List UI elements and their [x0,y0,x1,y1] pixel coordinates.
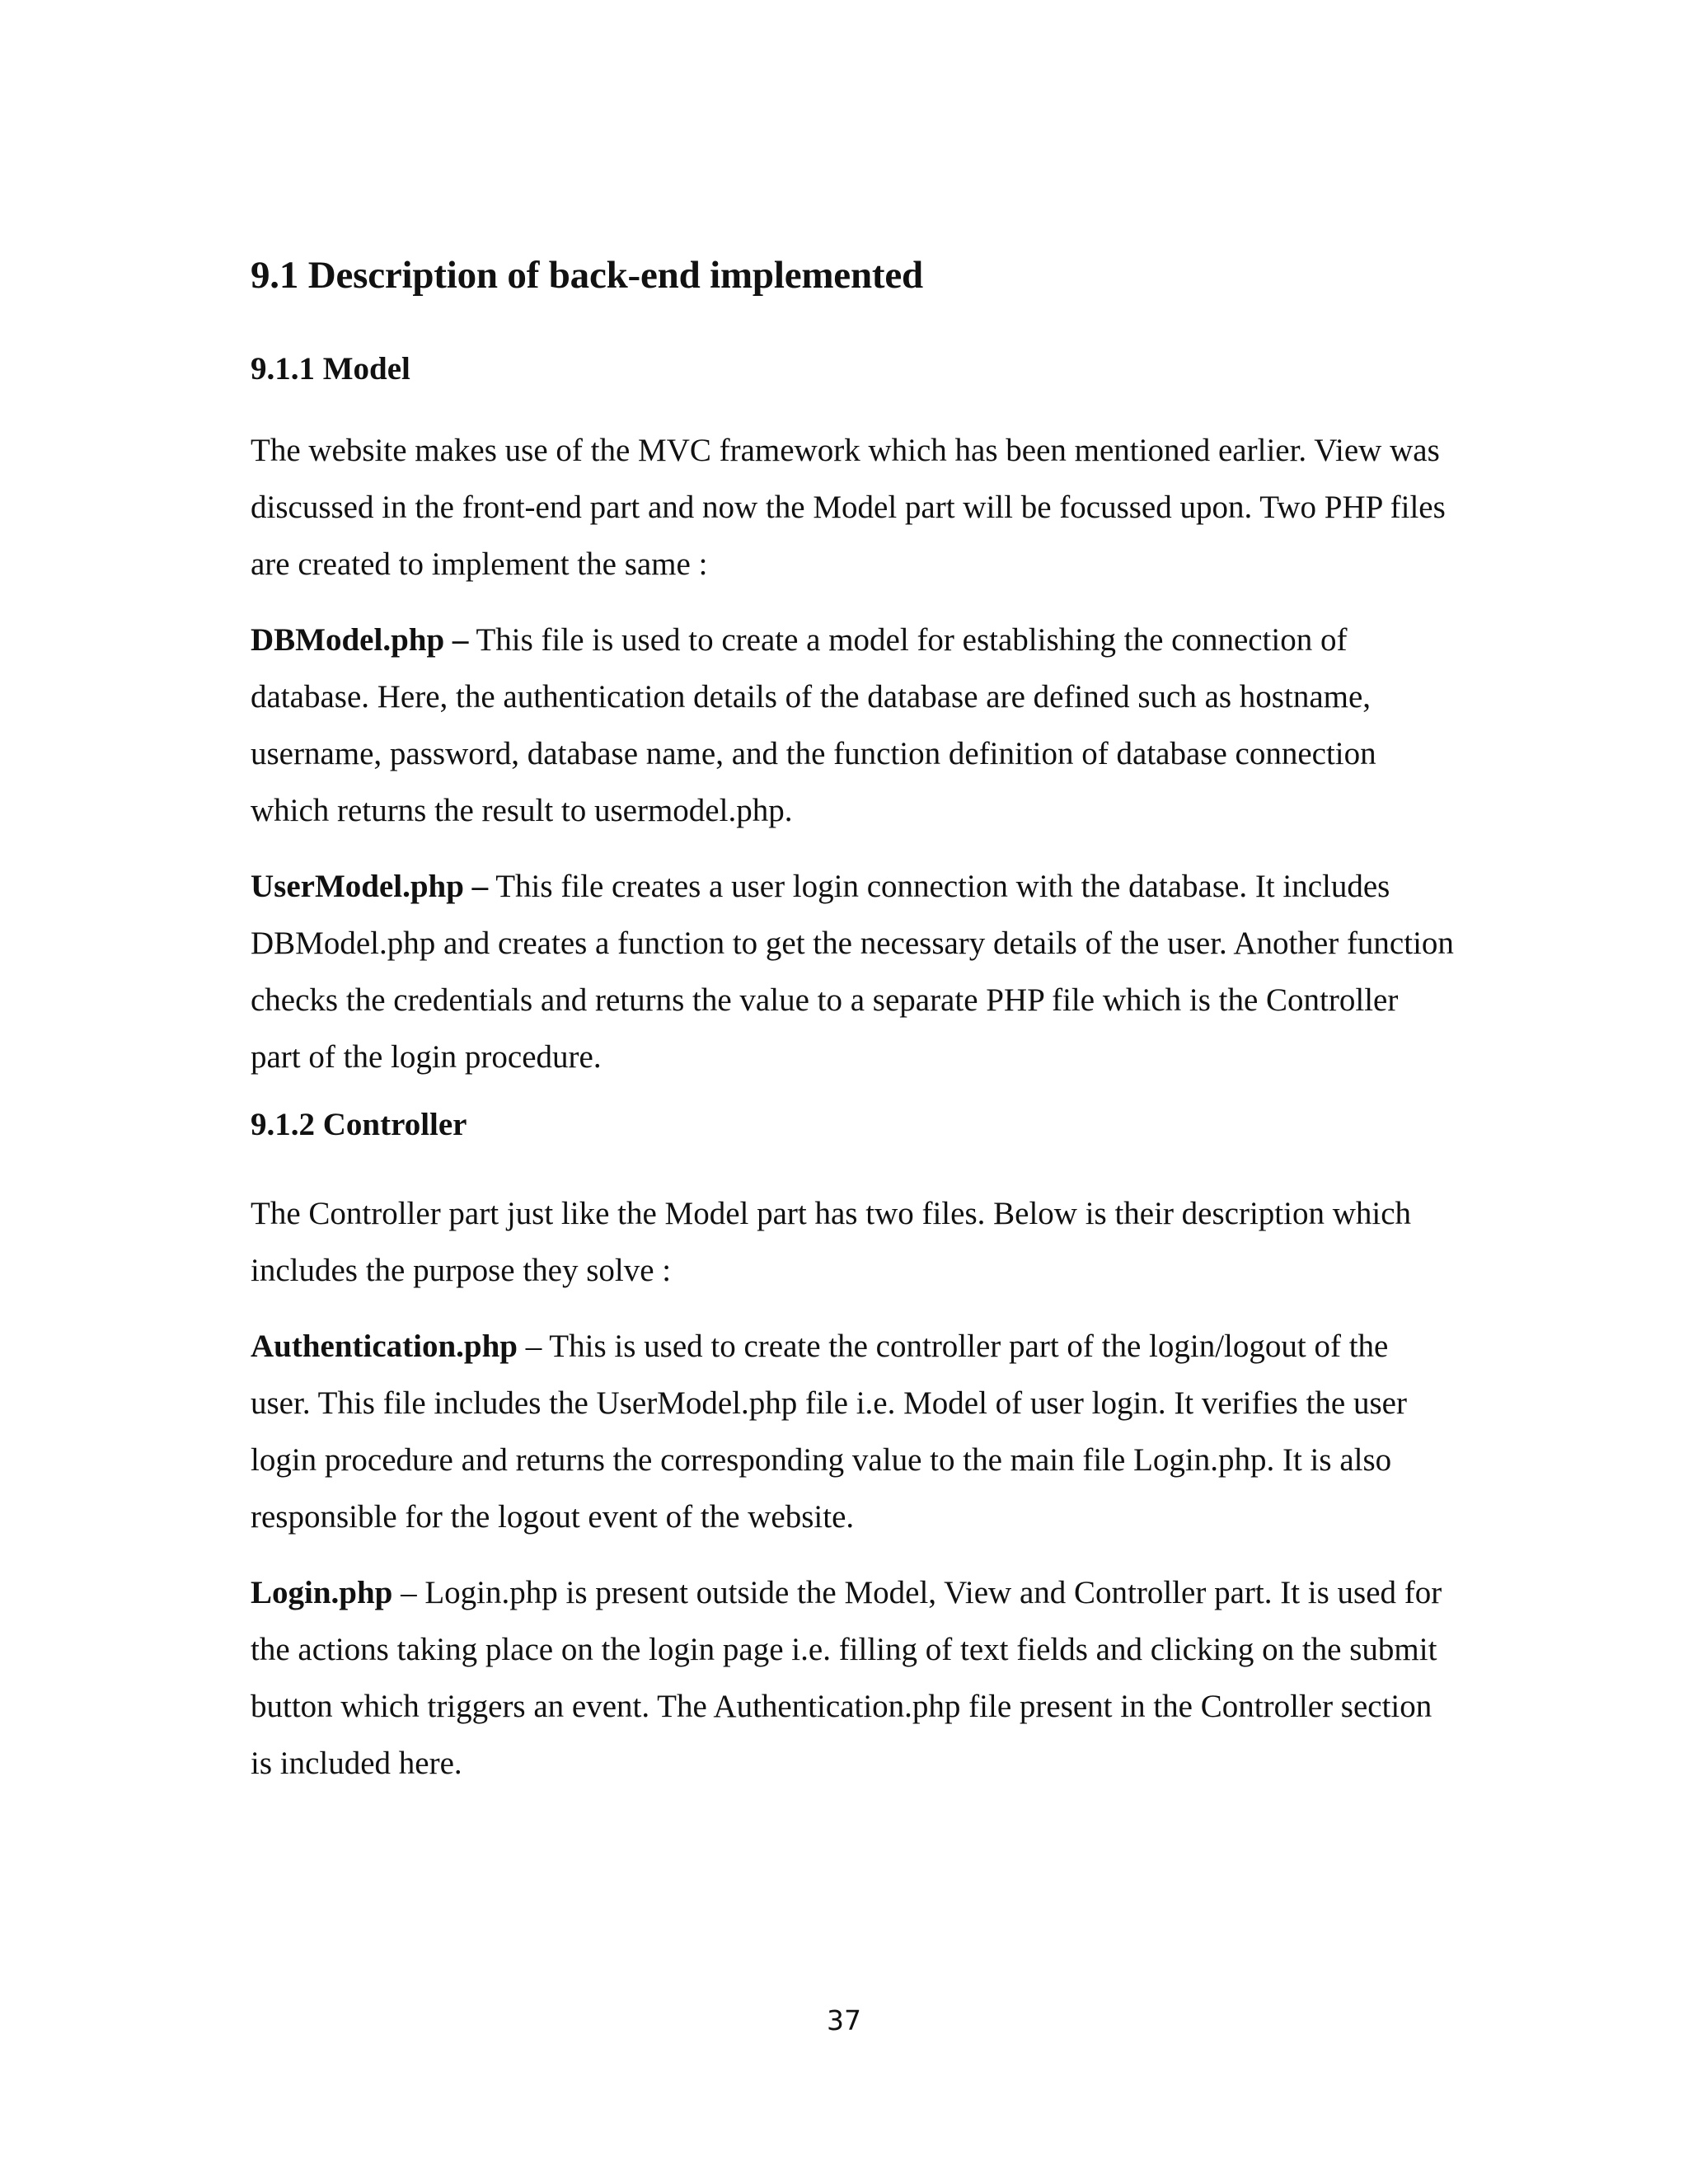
login-paragraph [251,1564,1454,1792]
authentication-description: – This is used to create the controller part of the login/logout of the user. This file includes the UserModel.php file i.e. Model of user login. It verifies the user login procedure and returns the corresponding value to the main file Login.php. It is also responsible for the logout event of the website. [251,1329,1407,1535]
page-number: 37 [827,2004,861,2036]
authentication-paragraph [251,1318,1454,1545]
login-term: Login.php [251,1575,393,1610]
section-heading: 9.1 Description of back-end implemented [251,254,923,297]
usermodel-term: UserModel.php – [251,869,489,904]
usermodel-paragraph [251,858,1454,1085]
controller-subheading: 9.1.2 Controller [251,1107,467,1142]
dbmodel-description: This file is used to create a model for establishing the connection of database. Here, the authentication details of the database are defined such as hostname, username, password, database name, and the function definition of database connection which returns the result to usermodel.php. [251,622,1376,828]
usermodel-description: This file creates a user login connection with the database. It includes DBModel.php and creates a function to get the necessary details of the user. Another function checks the credentials and returns the value to a separate PHP file which is the Controller part of the login procedure. [251,869,1454,1075]
login-description: – Login.php is present outside the Model, View and Controller part. It is used for the actions taking place on the login page i.e. filling of text fields and clicking on the submit button which triggers an event. The Authentication.php file present in the Controller section is included here. [251,1575,1442,1781]
page-content [251,247,1454,1792]
model-subheading: 9.1.1 Model [251,351,410,387]
controller-intro-paragraph: The Controller part just like the Model part has two files. Below is their description which includes the purpose they solve : [251,1196,1412,1288]
dbmodel-term: DBModel.php – [251,622,469,658]
authentication-term: Authentication.php [251,1329,518,1364]
dbmodel-paragraph [251,612,1454,839]
model-intro-paragraph: The website makes use of the MVC framework which has been mentioned earlier. View was discussed in the front-end part and now the Model part will be focussed upon. Two PHP files are created to implement the same : [251,433,1446,582]
